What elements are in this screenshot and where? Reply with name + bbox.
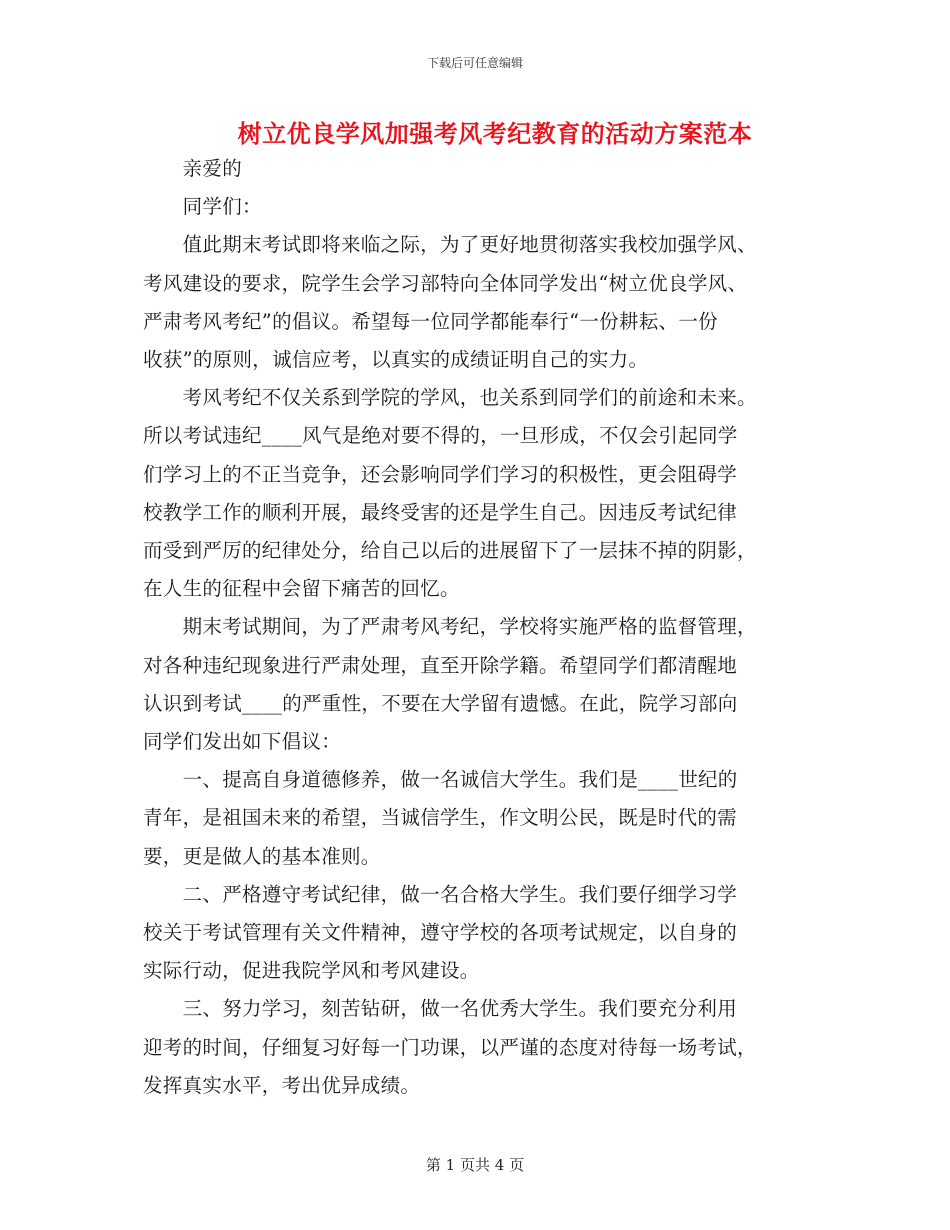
- body-line: 而受到严厉的纪律处分，给自己以后的进展留下了一层抹不掉的阴影，: [143, 539, 757, 563]
- body-line: 们学习上的不正当竞争，还会影响同学们学习的积极性，更会阻碍学: [143, 462, 738, 486]
- body-line: 迎考的时间，仔细复习好每一门功课，以严谨的态度对待每一场考试，: [143, 1035, 757, 1059]
- body-line: 严肃考风考纪”的倡议。希望每一位同学都能奉行“一份耕耘、一份: [143, 309, 718, 333]
- page-number-footer: 第 1 页共 4 页: [425, 1156, 525, 1174]
- body-line: 发挥真实水平，考出优异成绩。: [143, 1073, 421, 1097]
- body-line: 实际行动，促进我院学风和考风建设。: [143, 959, 480, 983]
- body-line: 收获”的原则，诚信应考，以真实的成绩证明自己的实力。: [143, 348, 649, 372]
- body-line: 对各种违纪现象进行严肃处理，直至开除学籍。希望同学们都清醒地: [143, 653, 738, 677]
- body-line: 青年，是祖国未来的希望，当诚信学生，作文明公民，既是时代的需: [143, 806, 738, 830]
- body-line: 亲爱的: [143, 157, 243, 180]
- body-line: 考风考纪不仅关系到学院的学风，也关系到同学们的前途和未来。: [143, 386, 757, 410]
- body-line: 同学们发出如下倡议：: [143, 730, 342, 754]
- body-line: 一、提高自身道德修养，做一名诚信大学生。我们是____世纪的: [143, 768, 738, 792]
- body-line: 三、努力学习，刻苦钻研，做一名优秀大学生。我们要充分利用: [143, 997, 738, 1021]
- body-line: 认识到考试____的严重性，不要在大学留有遗憾。在此，院学习部向: [143, 691, 738, 715]
- body-line: 校关于考试管理有关文件精神，遵守学校的各项考试规定，以自身的: [143, 921, 738, 945]
- body-line: 同学们：: [143, 195, 262, 219]
- body-line: 值此期末考试即将来临之际，为了更好地贯彻落实我校加强学风、: [143, 233, 757, 257]
- body-line: 考风建设的要求，院学生会学习部特向全体同学发出“树立优良学风、: [143, 271, 748, 295]
- header-note: 下载后可任意编辑: [426, 56, 523, 70]
- body-line: 要，更是做人的基本准则。: [143, 844, 381, 868]
- body-line: 所以考试违纪____风气是绝对要不得的，一旦形成，不仅会引起同学: [143, 424, 738, 448]
- body-line: 在人生的征程中会留下痛苦的回忆。: [143, 577, 460, 601]
- body-line: 二、严格遵守考试纪律，做一名合格大学生。我们要仔细学习学: [143, 882, 738, 906]
- document-title: 树立优良学风加强考风考纪教育的活动方案范本: [237, 119, 753, 148]
- document-body: [143, 150, 811, 1105]
- body-line: 期末考试期间，为了严肃考风考纪，学校将实施严格的监督管理，: [143, 615, 757, 639]
- body-line: 校教学工作的顺利开展，最终受害的还是学生自己。因违反考试纪律: [143, 500, 738, 524]
